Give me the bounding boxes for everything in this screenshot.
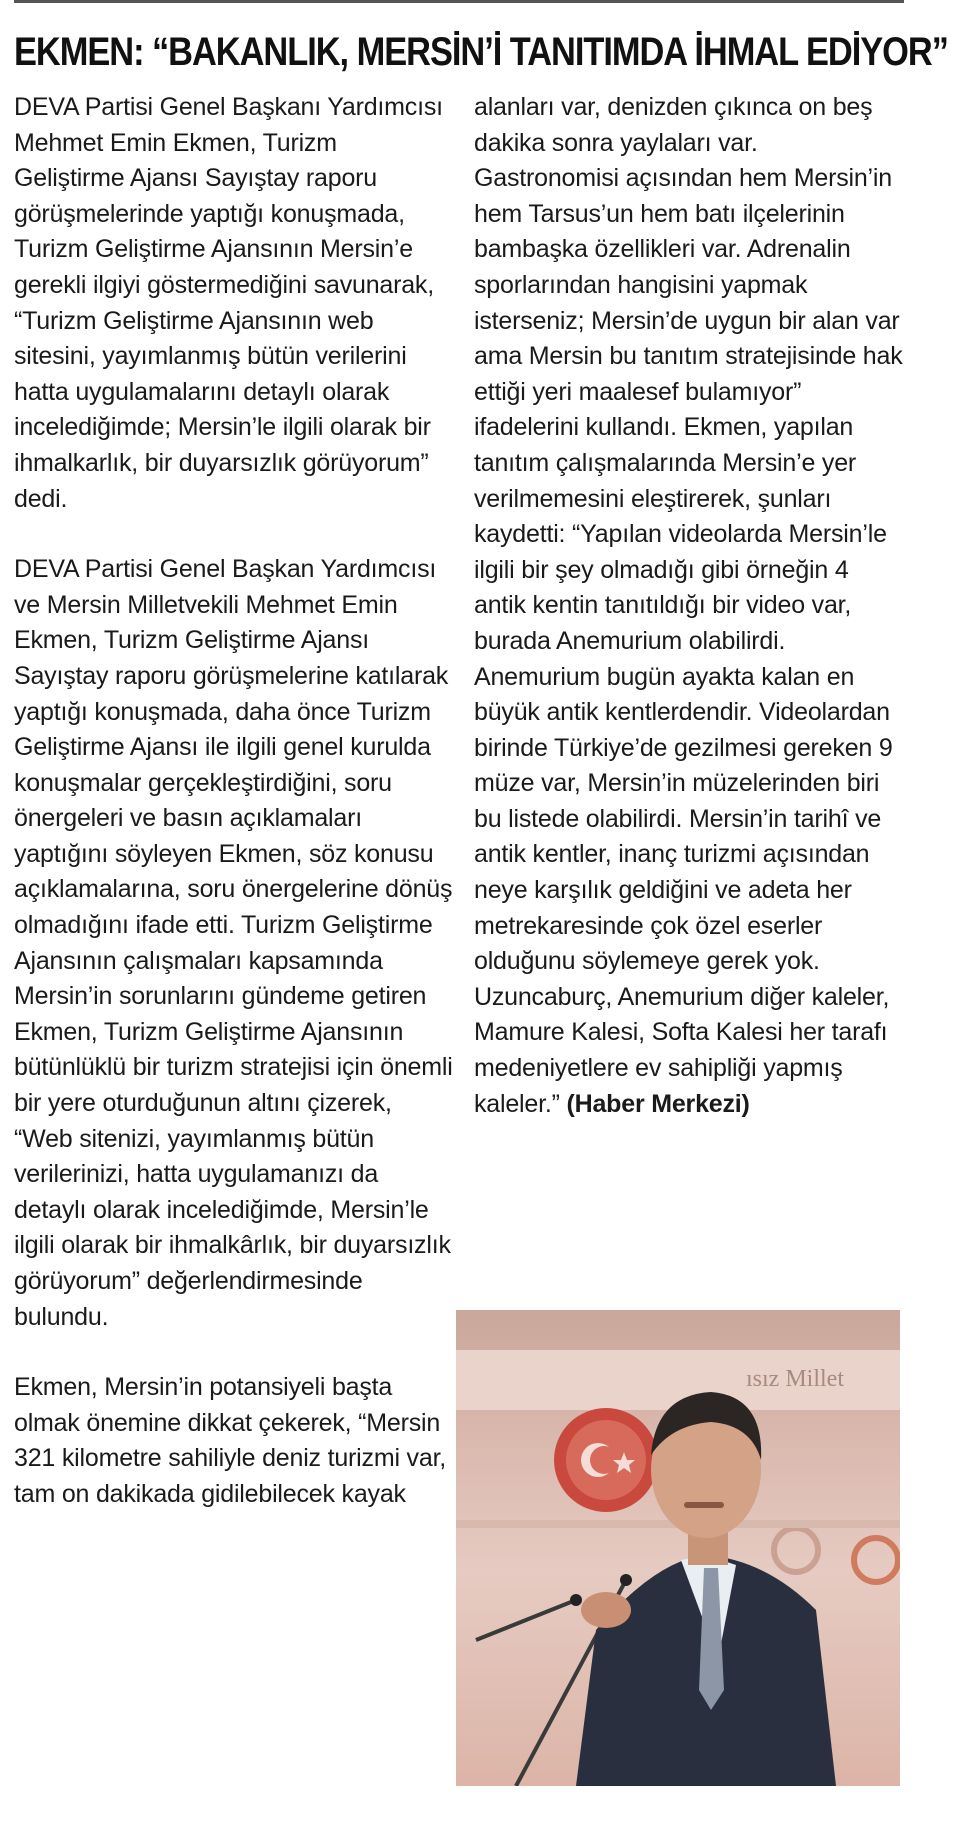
microphone-icon bbox=[476, 1600, 576, 1640]
byline: (Haber Merkezi) bbox=[566, 1089, 750, 1118]
speaker-illustration bbox=[456, 1310, 900, 1786]
speaker-photo bbox=[456, 1310, 900, 1786]
continued-text: alanları var, denizden çıkınca on beş dakika sonra yaylaları var. Gastronomisi açısından hem Mersin’in hem Tarsus’un hem batı ilçelerinin bambaşka özellikleri var. Adrenalin sporlarından hangisini yapmak isterseniz; Mersin’de uygun bir alan var ama Mersin bu tanıtım stratejisinde hak ettiği yeri maalesef bulamıyor” ifadelerini kullandı. Ekmen, yapılan tanıtım çalışmalarında Mersin’e yer verilmemesini eleştirerek, şunları kaydetti: “Yapılan videolarda Mersin’le ilgili bir şey olmadığı gibi örneğin 4 antik kentin tanıtıldığı bir video var, burada Anemurium olabilirdi. Anemurium bugün ayakta kalan en büyük antik kentlerdendir. Videolardan birinde Türkiye’de gezilmesi gereken 9 müze var, Mersin’in müzelerinden biri bu listede olabilirdi. Mersin’in tarihî ve antik kentler, inanç turizmi açısından neye karşılık geldiğini ve adeta her metrekaresinde çok özel eserler olduğunu söylemeye gerek yok. Uzuncaburç, Anemurium diğer kaleler, Mamure Kalesi, Softa Kalesi her tarafı medeniyetlere ev sahipliği yapmış kaleler.” bbox=[474, 93, 903, 1118]
left-column bbox=[14, 90, 454, 1513]
article-headline: EKMEN: “BAKANLIK, MERSİN’İ TANITIMDA İHMAL EDİYOR” bbox=[14, 30, 948, 74]
paragraph-2: DEVA Partisi Genel Başkan Yardımcısı ve Mersin Milletvekili Mehmet Emin Ekmen, Turizm Geliştirme Ajansı Sayıştay raporu görüşmelerine katılarak yaptığı konuşmada, daha önce Turizm Geliştirme Ajansı ile ilgili genel kurulda konuşmalar gerçekleştirdiğini, soru önergeleri ve basın açıklamaları yaptığını söyleyen Ekmen, söz konusu açıklamalarına, soru önergelerine dönüş olmadığını ifade etti. Turizm Geliştirme Ajansının çalışmaları kapsamında Mersin’in sorunlarını gündeme getiren Ekmen, Turizm Geliştirme Ajansının bütünlüklü bir turizm stratejisi için önemli bir yere oturduğunun altını çizerek, “Web sitenizi, yayımlanmış bütün verilerinizi, hatta uygulamanızı da detaylı olarak incelediğimde, Mersin’le ilgili olarak bir ihmalkârlık, bir duyarsızlık görüyorum” değerlendirmesinde bulundu. bbox=[14, 555, 453, 1331]
paragraph-1: DEVA Partisi Genel Başkanı Yardımcısı Mehmet Emin Ekmen, Turizm Geliştirme Ajansı Sayıştay raporu görüşmelerinde yaptığı konuşmada, Turizm Geliştirme Ajansının Mersin’e gerekli ilgiyi göstermediğini savunarak, “Turizm Geliştirme Ajansının web sitesini, yayımlanmış bütün verilerini hatta uygulamalarını detaylı olarak incelediğimde; Mersin’le ilgili olarak bir ihmalkarlık, bir duyarsızlık görüyorum” dedi. bbox=[14, 93, 443, 513]
right-column bbox=[474, 90, 904, 1122]
paragraph-3: Ekmen, Mersin’in potansiyeli başta olmak önemine dikkat çekerek, “Mersin 321 kilometre sahiliyle deniz turizmi var, tam on dakikada gidilebilecek kayak bbox=[14, 1373, 447, 1508]
wall-lettering: ısız Millet bbox=[746, 1366, 844, 1392]
top-rule bbox=[14, 0, 904, 3]
paragraph-continued bbox=[474, 90, 904, 1122]
